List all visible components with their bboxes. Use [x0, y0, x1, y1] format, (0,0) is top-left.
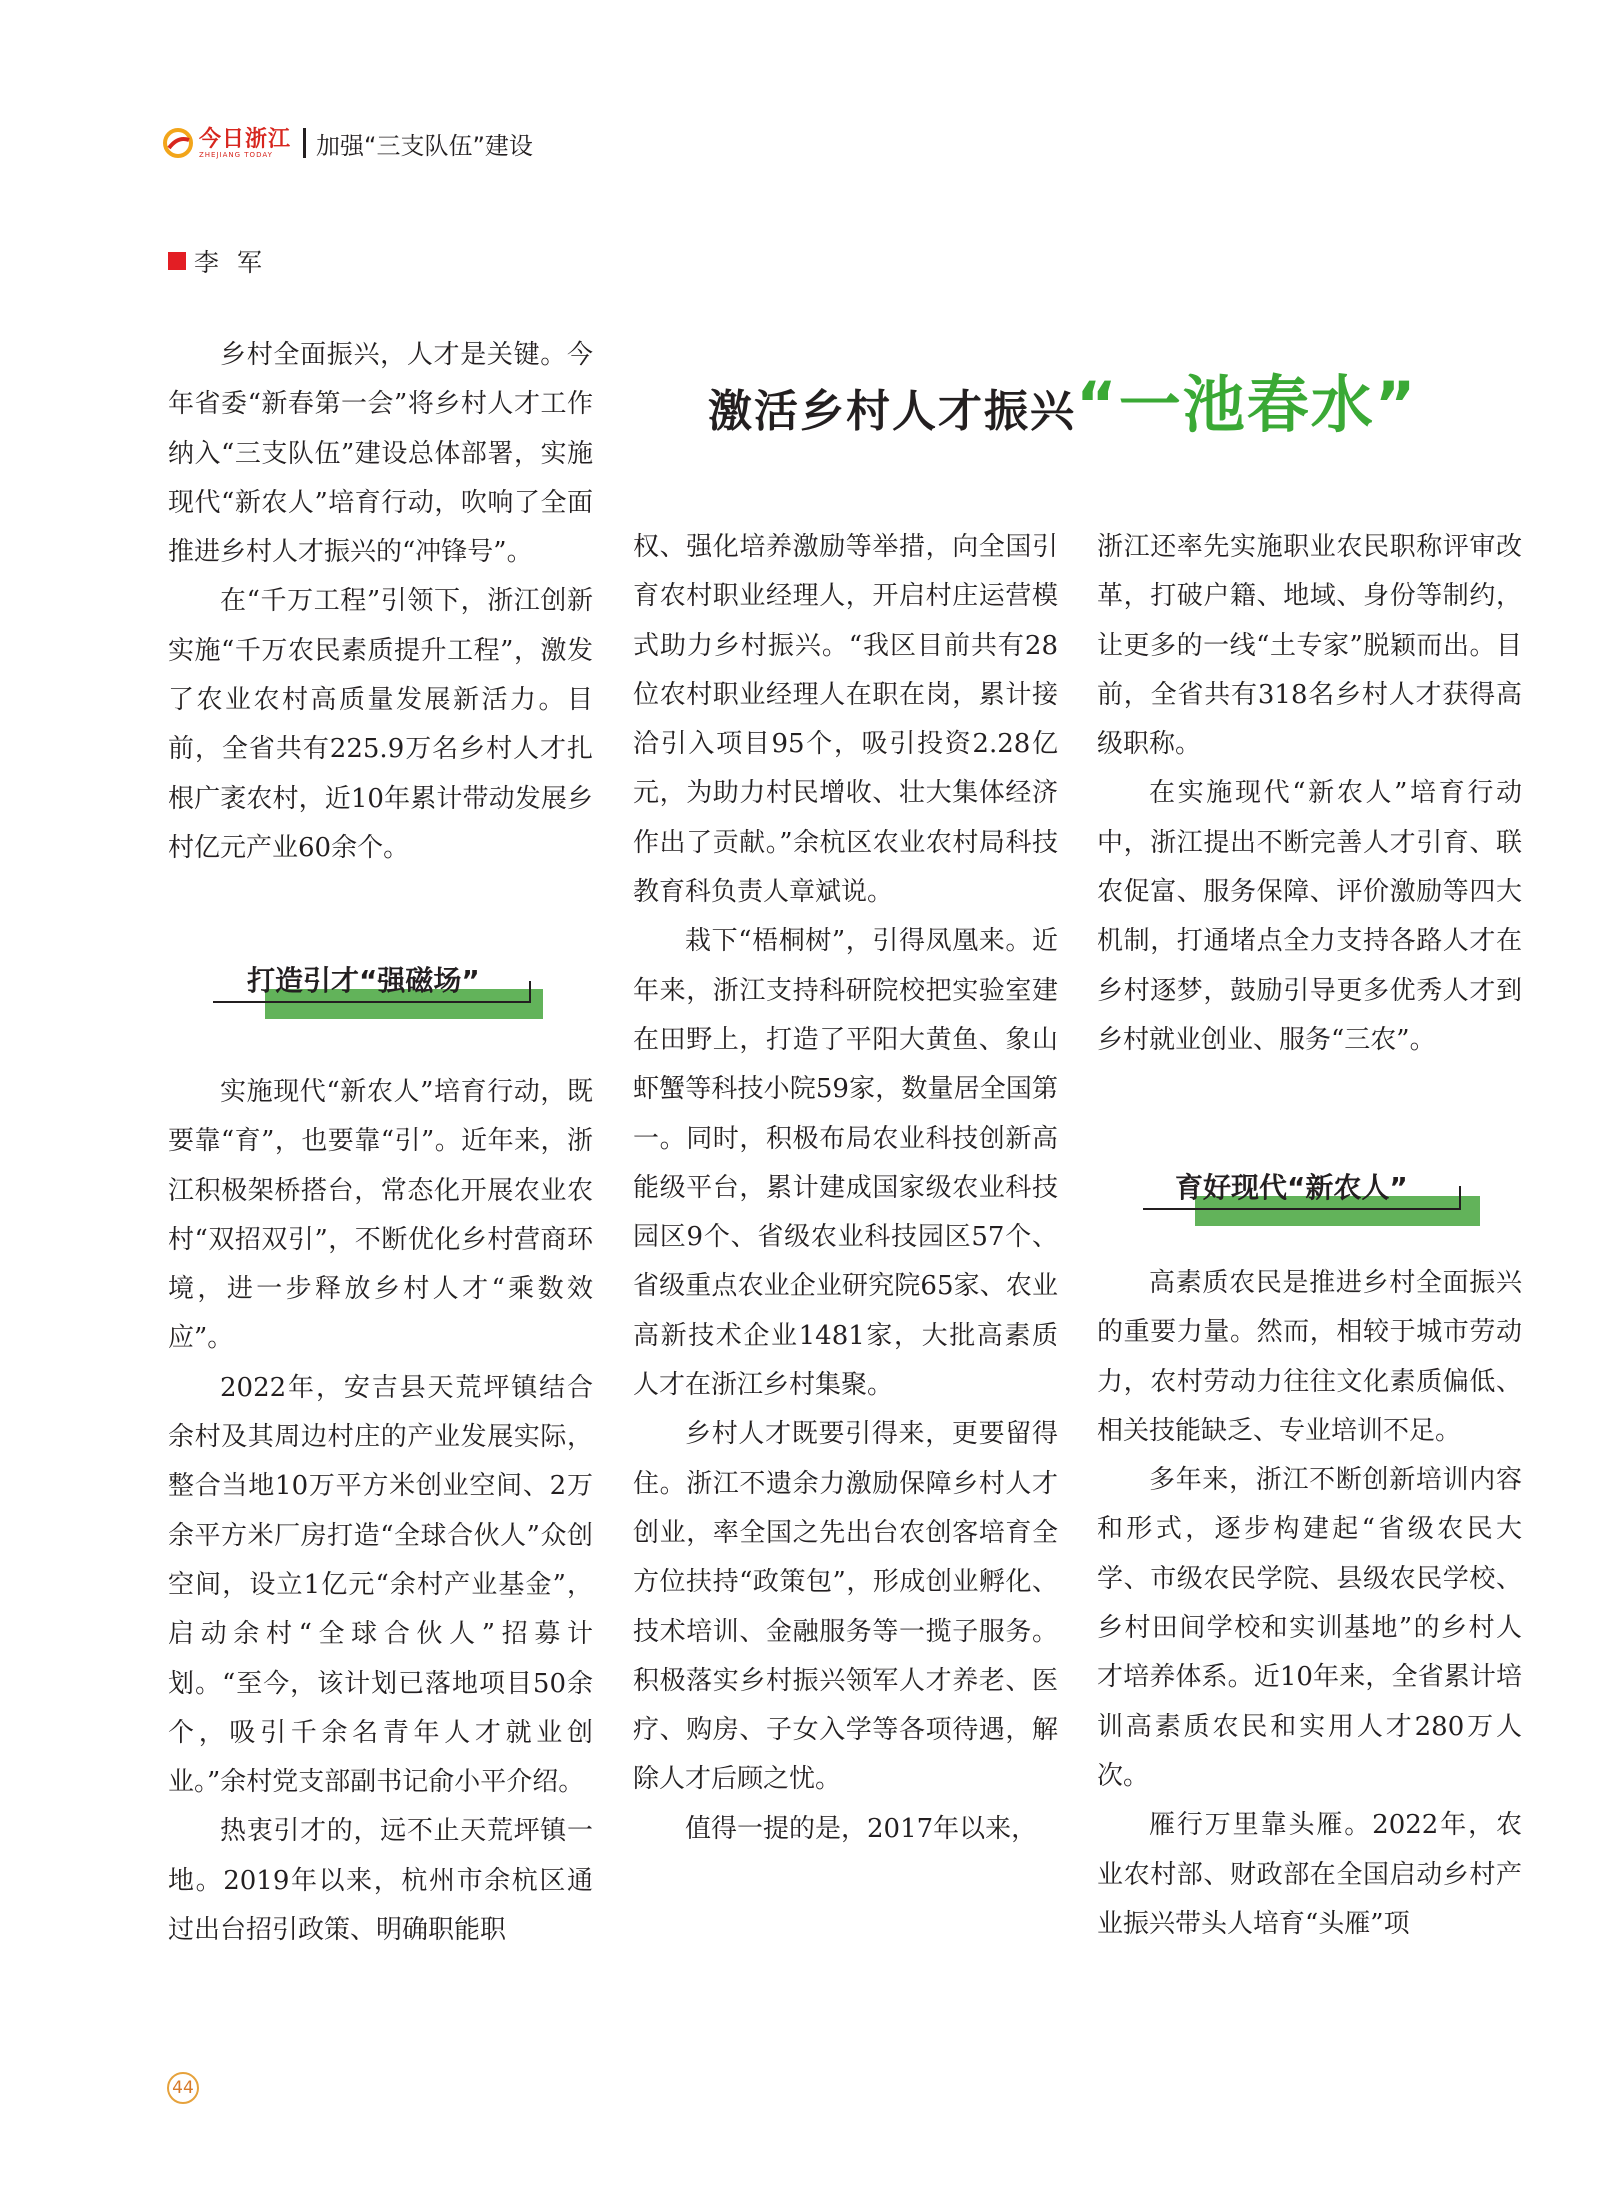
subhead-tick — [1459, 1186, 1461, 1210]
column-3-top — [1097, 523, 1522, 1065]
article-headline — [708, 355, 1418, 444]
paragraph: 雁行万里靠头雁。2022年，农业农村部、财政部在全国启动乡村产业振兴带头人培育“头雁”项 — [1097, 1810, 1522, 1939]
paragraph: 高素质农民是推进乡村全面振兴的重要力量。然而，相较于城市劳动力，农村劳动力往往文化素质偏低、相关技能缺乏、专业培训不足。 — [1097, 1268, 1522, 1446]
magazine-logo — [163, 125, 292, 159]
paragraph: 在“千万工程”引领下，浙江创新实施“千万农民素质提升工程”，激发了农业农村高质量发展新活力。目前，全省共有225.9万名乡村人才扎根广袤农村，近10年累计带动发展乡村亿元产业60余个。 — [168, 586, 593, 863]
logo-text: 今日浙江 — [199, 125, 292, 152]
subhead-tick — [529, 981, 531, 1003]
column-2 — [633, 523, 1058, 1854]
paragraph: 实施现代“新农人”培育行动，既要靠“育”，也要靠“引”。近年来，浙江积极架桥搭台，常态化开展农业农村“双招双引”，不断优化乡村营商环境，进一步释放乡村人才“乘数效应”。 — [168, 1077, 593, 1354]
subhead-text: 育好现代“新农人” — [1175, 1171, 1408, 1204]
page-number: 44 — [167, 2072, 199, 2104]
column-1-top — [168, 331, 593, 873]
header-divider — [303, 128, 306, 158]
byline — [168, 243, 280, 279]
paragraph: 权、强化培养激励等举措，向全国引育农村职业经理人，开启村庄运营模式助力乡村振兴。“我区目前共有28位农村职业经理人在职在岗，累计接洽引入项目95个，吸引投资2.28亿元，为助力村民增收、壮大集体经济作出了贡献。”余杭区农业农村局科技教育科负责人章斌说。 — [633, 532, 1058, 908]
section-title: 加强“三支队伍”建设 — [316, 131, 533, 160]
paragraph: 多年来，浙江不断创新培训内容和形式，逐步构建起“省级农民大学、市级农民学院、县级农民学校、乡村田间学校和实训基地”的乡村人才培养体系。近10年来，全省累计培训高素质农民和实用人才280万人次。 — [1097, 1465, 1522, 1791]
byline-marker-icon — [168, 252, 186, 270]
paragraph: 乡村人才既要引得来，更要留得住。浙江不遗余力激励保障乡村人才创业，率全国之先出台农创客培育全方位扶持“政策包”，形成创业孵化、技术培训、金融服务等一揽子服务。积极落实乡村振兴领军人才养老、医疗、购房、子女入学等各项待遇，解除人才后顾之忧。 — [633, 1419, 1058, 1795]
subhead-underline — [1143, 1208, 1461, 1210]
column-3-bottom — [1097, 1259, 1522, 1949]
headline-main: 激活乡村人才振兴 — [708, 386, 1076, 437]
column-1-bottom — [168, 1068, 593, 1955]
paragraph: 乡村全面振兴，人才是关键。今年省委“新春第一会”将乡村人才工作纳入“三支队伍”建设总体部署，实施现代“新农人”培育行动，吹响了全面推进乡村人才振兴的“冲锋号”。 — [168, 340, 593, 568]
paragraph: 2022年，安吉县天荒坪镇结合余村及其周边村庄的产业发展实际，整合当地10万平方米创业空间、2万余平方米厂房打造“全球合伙人”众创空间，设立1亿元“余村产业基金”，启动余村“全球合伙人”招募计划。“至今，该计划已落地项目50余个，吸引千余名青年人才就业创业。”余村党支部副书记俞小平介绍。 — [168, 1372, 593, 1798]
subhead-underline — [213, 1001, 531, 1003]
paragraph: 热衷引才的，远不止天荒坪镇一地。2019年以来，杭州市余杭区通过出台招引政策、明确职能职 — [168, 1816, 593, 1946]
author-name: 李军 — [194, 248, 281, 277]
paragraph: 浙江还率先实施职业农民职称评审改革，打破户籍、地域、身份等制约，让更多的一线“土专家”脱颖而出。目前，全省共有318名乡村人才获得高级职称。 — [1097, 532, 1522, 760]
logo-emblem-icon — [163, 128, 193, 158]
page-header — [163, 118, 533, 168]
paragraph: 在实施现代“新农人”培育行动中，浙江提出不断完善人才引育、联农促富、服务保障、评价激励等四大机制，打通堵点全力支持各路人才在乡村逐梦，鼓励引导更多优秀人才到乡村就业创业、服务“三农”。 — [1097, 778, 1522, 1055]
paragraph: 值得一提的是，2017年以来， — [685, 1813, 1038, 1844]
subhead-text: 打造引才“强磁场” — [247, 964, 480, 997]
paragraph: 栽下“梧桐树”，引得凤凰来。近年来，浙江支持科研院校把实验室建在田野上，打造了平阳大黄鱼、象山虾蟹等科技小院59家，数量居全国第一。同时，积极布局农业科技创新高能级平台，累计建成国家级农业科技园区9个、省级农业科技园区57个、省级重点农业企业研究院65家、农业高新技术企业1481家，大批高素质人才在浙江乡村集聚。 — [633, 926, 1058, 1401]
logo-subtext: ZHEJIANG TODAY — [199, 150, 273, 159]
headline-accent: “一池春水” — [1076, 368, 1418, 441]
